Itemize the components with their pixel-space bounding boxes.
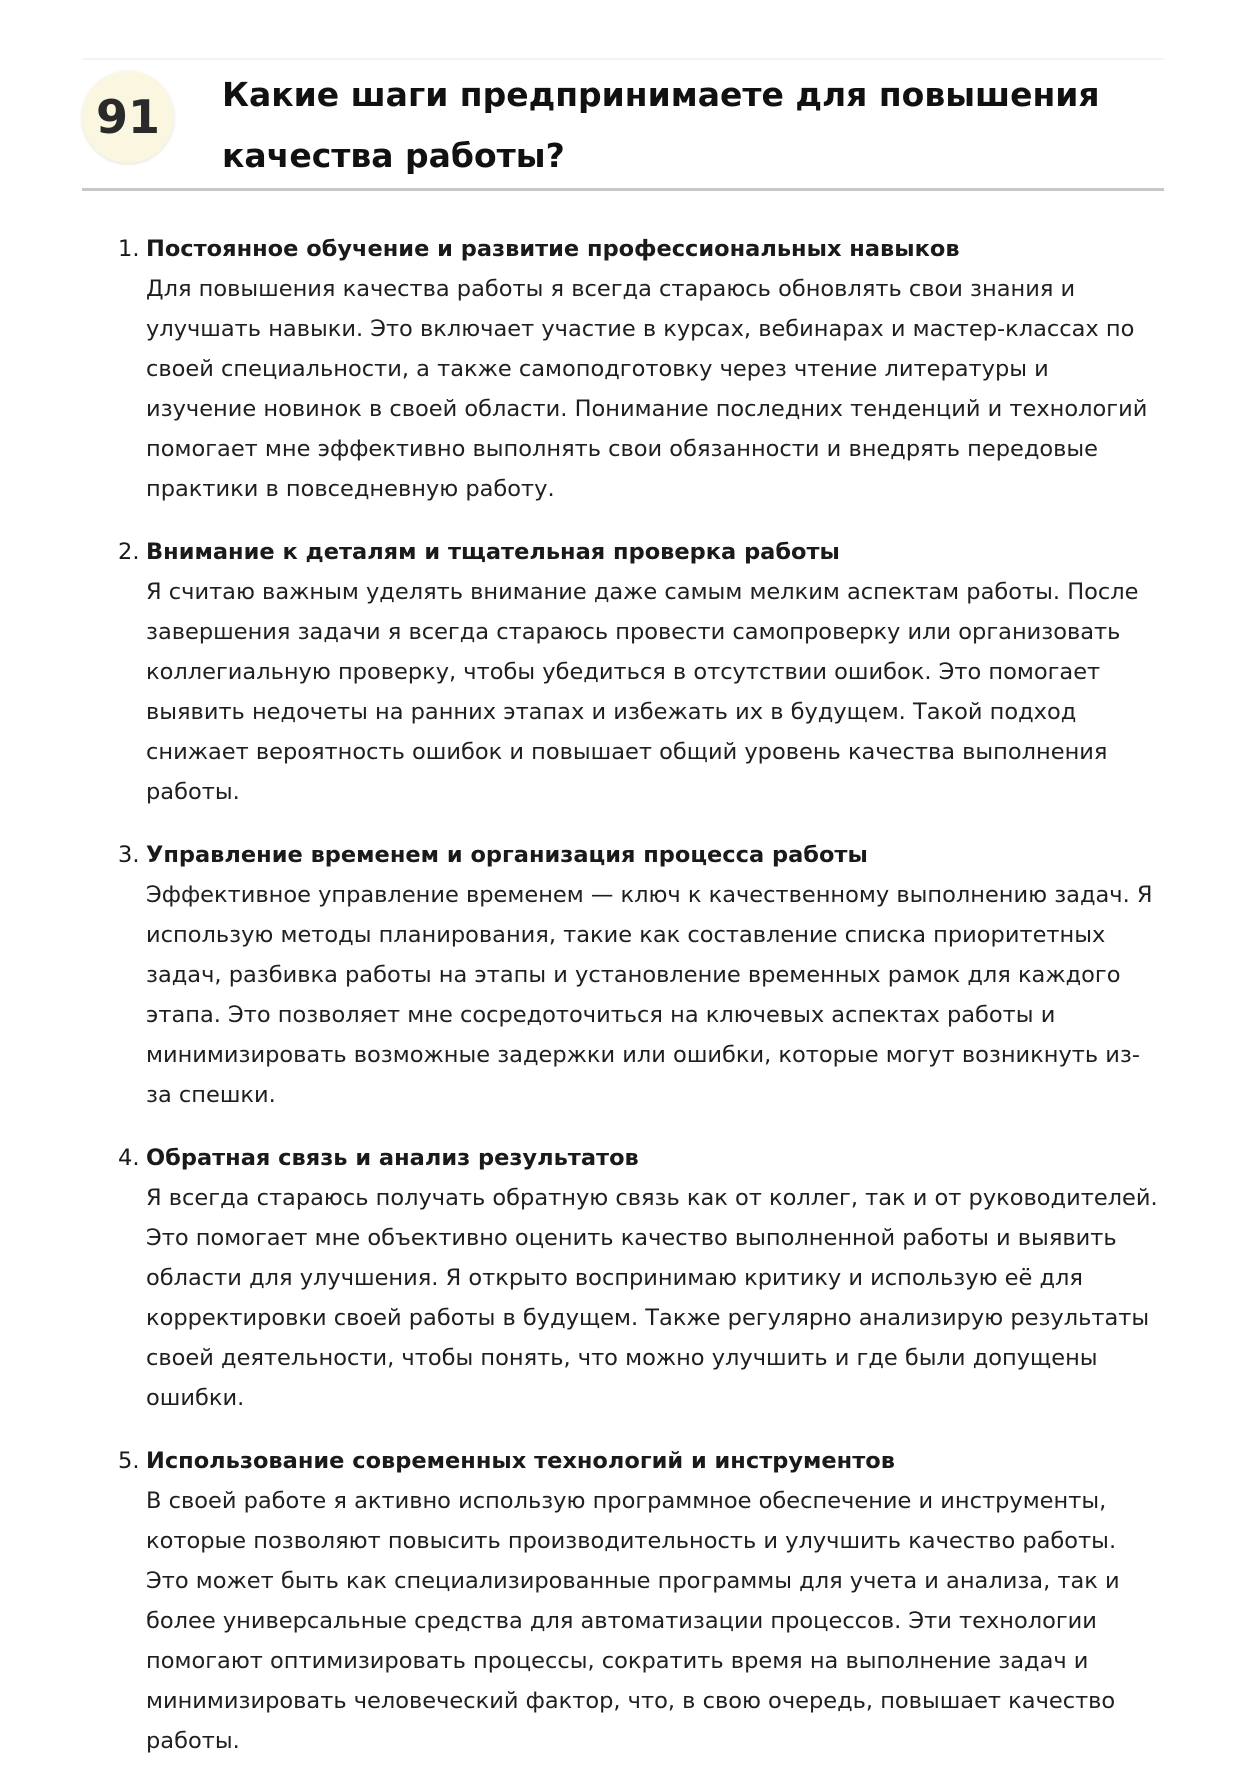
- answer-list: [112, 229, 1162, 1784]
- item-title: Управление временем и организация процесса работы: [146, 842, 868, 868]
- item-title: Обратная связь и анализ результатов: [146, 1145, 639, 1171]
- answer-item: [112, 1441, 1162, 1761]
- item-number: 5.: [118, 1448, 140, 1474]
- answer-item: [112, 229, 1162, 509]
- item-number: 2.: [118, 539, 140, 565]
- answer-item: [112, 532, 1162, 812]
- item-text: Я считаю важным уделять внимание даже самым мелким аспектам работы. После завершения задачи я всегда стараюсь провести самопроверку или организовать коллегиальную проверку, чтобы убедиться в отсутствии ошибок. Это помогает выявить недочеты на ранних этапах и избежать их в будущем. Такой подход снижает вероятность ошибок и повышает общий уровень качества выполнения работы.: [146, 579, 1139, 805]
- item-title: Внимание к деталям и тщательная проверка работы: [146, 539, 840, 565]
- item-number: 4.: [118, 1145, 140, 1171]
- item-text: Я всегда стараюсь получать обратную связь как от коллег, так и от руководителей. Это помогает мне объективно оценить качество выполненной работы и выявить области для улучшения. Я открыто воспринимаю критику и использую её для корректировки своей работы в будущем. Также регулярно анализирую результаты своей деятельности, чтобы понять, что можно улучшить и где были допущены ошибки.: [146, 1185, 1158, 1411]
- question-header: [82, 58, 1164, 191]
- item-text: В своей работе я активно использую программное обеспечение и инструменты, которые позволяют повысить производительность и улучшить качество работы. Это может быть как специализированные программы для учета и анализа, так и более универсальные средства для автоматизации процессов. Эти технологии помогают оптимизировать процессы, сократить время на выполнение задач и минимизировать человеческий фактор, что, в свою очередь, повышает качество работы.: [146, 1488, 1120, 1754]
- item-text: Для повышения качества работы я всегда стараюсь обновлять свои знания и улучшать навыки. Это включает участие в курсах, вебинарах и мастер-классах по своей специальности, а также самоподготовку через чтение литературы и изучение новинок в своей области. Понимание последних тенденций и технологий помогает мне эффективно выполнять свои обязанности и внедрять передовые практики в повседневную работу.: [146, 276, 1148, 502]
- question-number-badge: 91: [82, 71, 174, 163]
- answer-item: [112, 835, 1162, 1115]
- item-text: Эффективное управление временем — ключ к качественному выполнению задач. Я использую методы планирования, такие как составление списка приоритетных задач, разбивка работы на этапы и установление временных рамок для каждого этапа. Это позволяет мне сосредоточиться на ключевых аспектах работы и минимизировать возможные задержки или ошибки, которые могут возникнуть из-за спешки.: [146, 882, 1153, 1108]
- item-number: 1.: [118, 236, 140, 262]
- item-number: 3.: [118, 842, 140, 868]
- item-title: Постоянное обучение и развитие профессиональных навыков: [146, 236, 960, 262]
- question-title: Какие шаги предпринимаете для повышения качества работы?: [222, 75, 1100, 175]
- answer-item: [112, 1138, 1162, 1418]
- item-title: Использование современных технологий и инструментов: [146, 1448, 895, 1474]
